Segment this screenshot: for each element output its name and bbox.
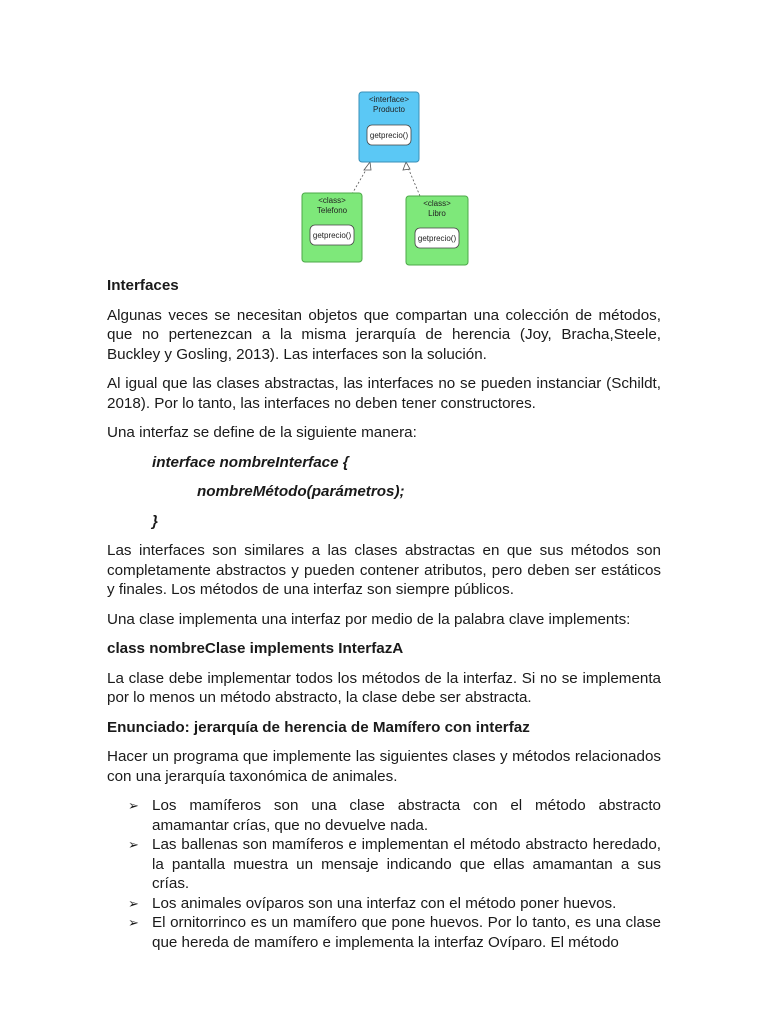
document-body xyxy=(107,276,661,952)
producto-method: getprecio() xyxy=(369,131,409,140)
telefono-method: getprecio() xyxy=(312,231,352,240)
libro-class-box xyxy=(406,196,468,265)
bullet-item xyxy=(107,835,661,894)
code-line-close: } xyxy=(152,512,158,530)
arrow-bullet-icon: ➢ xyxy=(128,798,139,813)
paragraph-3: Una interfaz se define de la siguiente manera: xyxy=(107,424,417,441)
telefono-class-box xyxy=(302,193,362,262)
bullet-text: Las ballenas son mamíferos e implementan el método abstracto heredado, la pantalla muestra un mensaje indicando que ellas amamantan a sus crías. xyxy=(152,836,661,892)
telefono-name: Telefono xyxy=(316,206,348,215)
paragraph-4: Las interfaces son similares a las clases abstractas en que sus métodos son completamente abstractos y pueden contener atributos, pero deben ser estáticos y finales. Los métodos de una interfaz son siempre públicos. xyxy=(107,542,661,598)
paragraph-7: Hacer un programa que implemente las siguientes clases y métodos relacionados con una jerarquía taxonómica de animales. xyxy=(107,748,661,785)
heading-interfaces: Interfaces xyxy=(107,277,179,294)
code-line-implements: class nombreClase implements InterfazA xyxy=(107,640,404,657)
bullet-list xyxy=(107,796,661,952)
producto-interface-box xyxy=(359,92,419,162)
libro-name: Libro xyxy=(428,209,446,218)
bullet-text: Los mamíferos son una clase abstracta con el método abstracto amamantar crías, que no devuelve nada. xyxy=(152,797,661,834)
producto-stereotype: <interface> xyxy=(368,95,410,104)
realization-arrowhead-telefono xyxy=(364,162,371,170)
arrow-bullet-icon: ➢ xyxy=(128,915,139,930)
libro-stereotype: <class> xyxy=(423,199,451,208)
producto-name: Producto xyxy=(372,105,406,114)
libro-method: getprecio() xyxy=(417,234,457,243)
telefono-stereotype: <class> xyxy=(318,196,346,205)
arrow-bullet-icon: ➢ xyxy=(128,837,139,852)
bullet-item xyxy=(107,894,661,914)
paragraph-5: Una clase implementa una interfaz por medio de la palabra clave implements: xyxy=(107,610,631,628)
bullet-text: El ornitorrinco es un mamífero que pone huevos. Por lo tanto, es una clase que hereda de mamífero e implementa la interfaz Ovíparo. El método xyxy=(152,914,661,951)
uml-class-diagram xyxy=(0,0,768,275)
realization-arrowhead-libro xyxy=(403,162,410,170)
bullet-item xyxy=(107,913,661,952)
bullet-text: Los animales ovíparos son una interfaz con el método poner huevos. xyxy=(152,894,617,912)
code-line-interface: interface nombreInterface { xyxy=(152,453,349,471)
paragraph-6: La clase debe implementar todos los métodos de la interfaz. Si no se implementa por lo menos un método abstracto, la clase debe ser abstracta. xyxy=(107,669,661,706)
code-line-method: nombreMétodo(parámetros); xyxy=(197,483,405,500)
heading-enunciado: Enunciado: jerarquía de herencia de Mamífero con interfaz xyxy=(107,718,530,736)
arrow-bullet-icon: ➢ xyxy=(128,895,139,911)
paragraph-1: Algunas veces se necesitan objetos que compartan una colección de métodos, que no pertenezcan a la misma jerarquía de herencia (Joy, Bracha,Steele, Buckley y Gosling, 2013). Las interfaces son la solución. xyxy=(107,306,661,363)
paragraph-2: Al igual que las clases abstractas, las interfaces no se pueden instanciar (Schildt, 2018). Por lo tanto, las interfaces no deben tener constructores. xyxy=(107,375,661,412)
bullet-item xyxy=(107,796,661,835)
